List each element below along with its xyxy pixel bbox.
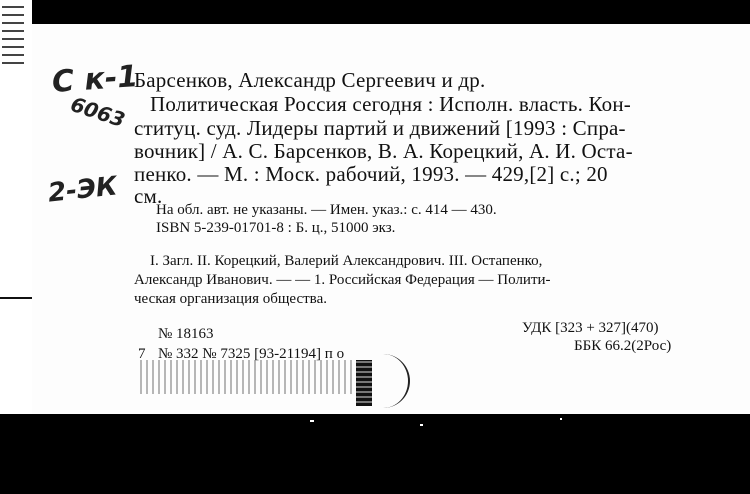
description-line: пенко. — М. : Моск. рабочий, 1993. — 429,[2] с.; 20 bbox=[134, 162, 608, 186]
ink-blot bbox=[356, 360, 372, 406]
description-line: см. bbox=[134, 184, 163, 208]
tracing-line: ческая организация общества. bbox=[134, 291, 327, 307]
handwritten-number: 6063 bbox=[67, 91, 129, 133]
left-divider-line bbox=[0, 297, 32, 299]
top-black-border bbox=[0, 0, 750, 24]
main-entry-heading: Барсенков, Александр Сергеевич и др. bbox=[134, 68, 486, 92]
handwritten-note: 2-ЭК bbox=[46, 171, 119, 209]
tracing-line: I. Загл. II. Корецкий, Валерий Александрович. III. Остапенко, bbox=[150, 253, 543, 269]
udk-code: УДК [323 + 327](470) bbox=[522, 320, 659, 336]
footer-print-line: № 332 № 7325 [93-21194] п о bbox=[158, 346, 345, 362]
card-number: № 18163 bbox=[158, 326, 214, 342]
footer-index: 7 bbox=[138, 346, 146, 362]
faded-stamp-area bbox=[140, 360, 370, 394]
handwritten-shelfmark: С к-1 bbox=[50, 59, 140, 100]
notes-line: На обл. авт. не указаны. — Имен. указ.: с. 414 — 430. bbox=[156, 202, 497, 218]
notes-line: ISBN 5-239-01701-8 : Б. ц., 51000 экз. bbox=[156, 220, 396, 236]
description-line: вочник] / А. С. Барсенков, В. А. Корецкий, А. И. Оста- bbox=[134, 139, 633, 163]
description-line: ституц. суд. Лидеры партий и движений [1993 : Спра- bbox=[134, 116, 626, 140]
tracing-line: Александр Иванович. — — 1. Российская Федерация — Полити- bbox=[134, 272, 551, 288]
description-line: Политическая Россия сегодня : Исполн. власть. Кон- bbox=[150, 92, 632, 116]
bottom-black-border bbox=[0, 414, 750, 494]
bbk-code: ББК 66.2(2Рос) bbox=[574, 338, 672, 354]
